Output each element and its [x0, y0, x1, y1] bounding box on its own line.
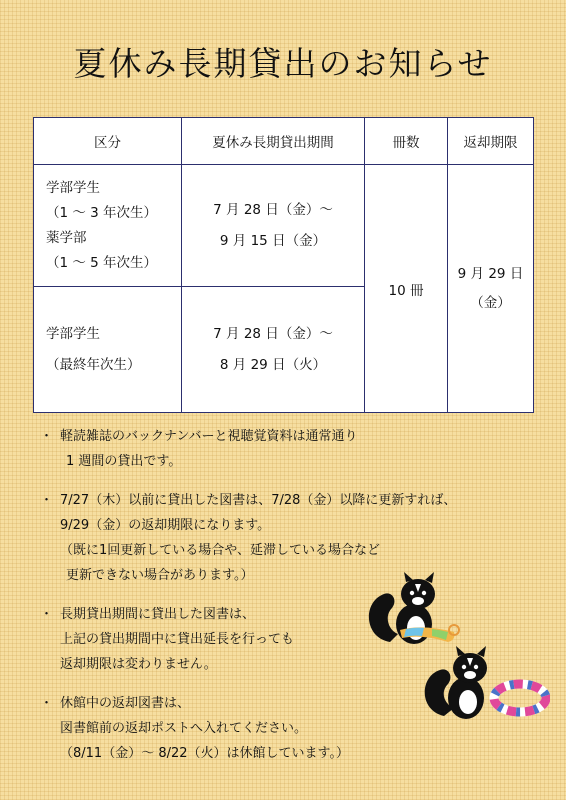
note-item [40, 424, 530, 474]
note-line: 長期貸出期間に貸出した図書は、 [60, 607, 256, 622]
header-due: 返却期限 [448, 118, 534, 165]
due-line: （金） [470, 294, 511, 311]
category-line: 学部学生 [46, 179, 100, 196]
period-cell [182, 287, 365, 413]
bullet: ・ [40, 429, 54, 444]
category-cell [34, 165, 182, 287]
note-line: 軽読雑誌のバックナンバーと視聴覚資料は通常通り [60, 429, 358, 444]
period-line: 9 月 15 日（金） [219, 232, 327, 249]
table-row [34, 165, 534, 287]
note-line: 7/27（木）以前に貸出した図書は、7/28（金）以降に更新すれば、 [60, 493, 457, 508]
due-cell [448, 165, 534, 413]
header-books: 冊数 [365, 118, 448, 165]
category-line: （1 ～ 5 年次生） [46, 254, 158, 271]
due-line: 9 月 29 日 [457, 265, 524, 282]
note-line: 1 週間の貸出です。 [66, 454, 182, 469]
squirrel-mascot-icon [420, 640, 550, 728]
period-line: 8 月 29 日（火） [219, 356, 327, 373]
bullet: ・ [40, 607, 54, 622]
page-title: 夏休み長期貸出のお知らせ [73, 44, 493, 83]
category-line: 学部学生 [46, 325, 100, 342]
note-line: 図書館前の返却ポストへ入れてください。 [60, 721, 308, 736]
bullet: ・ [40, 696, 54, 711]
table-header-row [34, 118, 534, 165]
period-line: 7 月 28 日（金）～ [213, 325, 333, 342]
category-cell [34, 287, 182, 413]
header-period: 夏休み長期貸出期間 [182, 118, 365, 165]
loan-schedule-table [33, 117, 534, 413]
note-line: 上記の貸出期間中に貸出延長を行っても [60, 632, 295, 647]
category-line: （最終年次生） [46, 356, 141, 373]
note-line: 休館中の返却図書は、 [60, 696, 191, 711]
bullet: ・ [40, 493, 54, 508]
note-line: 更新できない場合があります。） [66, 568, 254, 583]
note-line: 9/29（金）の返却期限になります。 [60, 518, 271, 533]
header-category: 区分 [34, 118, 182, 165]
period-cell [182, 165, 365, 287]
category-line: （1 ～ 3 年次生） [46, 204, 158, 221]
note-line: 返却期限は変わりません。 [60, 657, 217, 672]
note-line: （既に1回更新している場合や、延滞している場合など [60, 543, 381, 558]
note-line: （8/11（金）～ 8/22（火）は休館しています。） [60, 746, 349, 761]
period-line: 7 月 28 日（金）～ [213, 201, 333, 218]
category-line: 薬学部 [46, 229, 87, 246]
books-cell: 10 冊 [365, 165, 448, 413]
